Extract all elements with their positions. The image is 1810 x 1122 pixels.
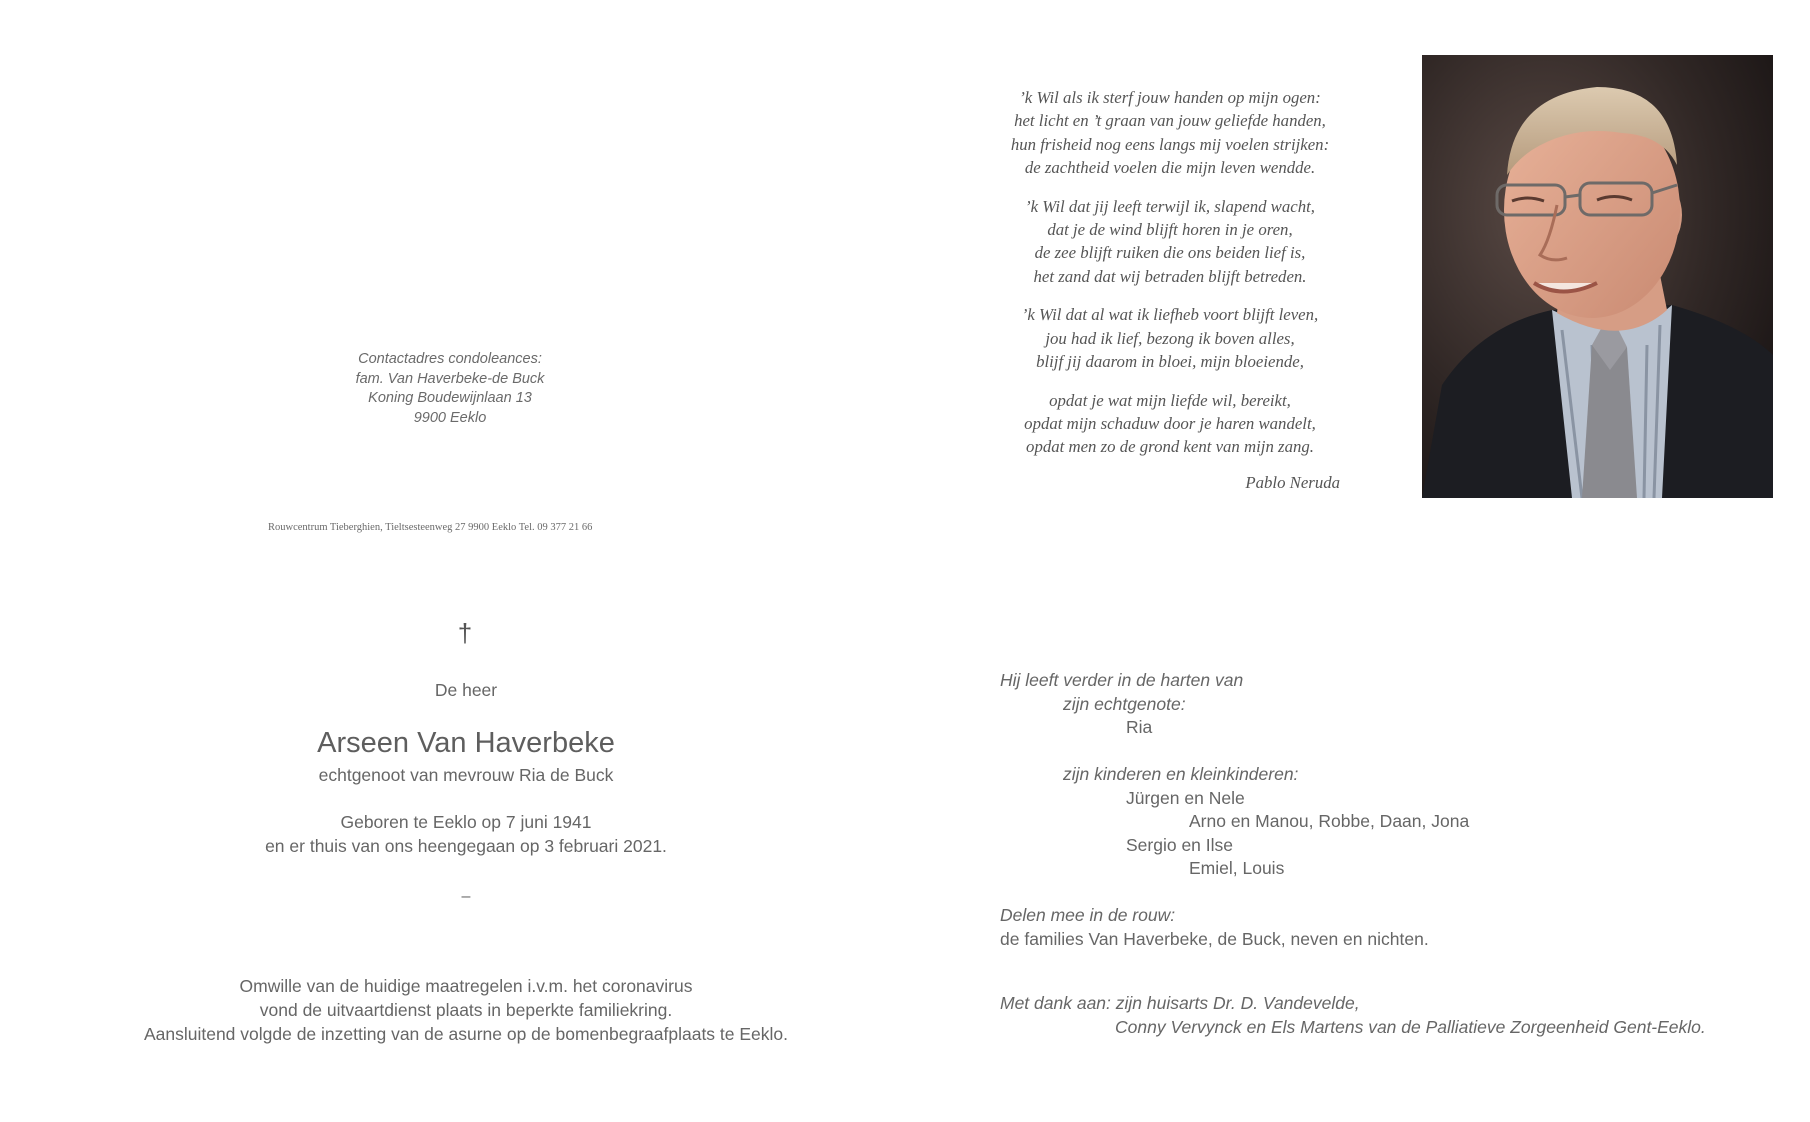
death-line: en er thuis van ons heengegaan op 3 februari 2021.	[265, 836, 667, 856]
salutation: De heer	[434, 680, 498, 700]
poem-author: Pablo Neruda	[1245, 473, 1340, 492]
poem-stanza	[960, 389, 1380, 459]
spouse-name: Ria	[1126, 717, 1153, 737]
children-label: zijn kinderen en kleinkinderen:	[1063, 764, 1299, 784]
birth-death-info	[230, 810, 702, 858]
contact-line: Koning Boudewijnlaan 13	[368, 390, 532, 406]
poem-line: de zachtheid voelen die mijn leven wendde.	[1024, 157, 1316, 177]
contact-line: fam. Van Haverbeke-de Buck	[355, 370, 545, 387]
grandchildren-line: Arno en Manou, Robbe, Daan, Jona	[1189, 811, 1470, 831]
poem-stanza	[960, 195, 1380, 288]
survivors-intro: Hij leeft verder in de harten van	[1000, 670, 1244, 690]
poem-line: hun frisheid nog eens langs mij voelen strijken:	[1010, 134, 1330, 154]
poem-line: opdat je wat mijn liefde wil, bereikt,	[1049, 390, 1291, 410]
deceased-name: Arseen Van Haverbeke	[317, 727, 615, 759]
poem	[960, 86, 1380, 474]
poem-line: ’k Wil als ik sterf jouw handen op mijn ogen:	[1019, 88, 1321, 107]
contact-line: Contactadres condoleances:	[358, 351, 542, 367]
thanks-line: Met dank aan: zijn huisarts Dr. D. Vandevelde,	[1000, 993, 1360, 1013]
portrait-photo	[1422, 55, 1773, 498]
contact-line: 9900 Eeklo	[413, 409, 487, 426]
funeral-home-info: Rouwcentrum Tieberghien, Tieltsesteenweg 27 9900 Eeklo Tel. 09 377 21 66	[268, 522, 593, 533]
poem-line: het zand dat wij betraden blijft betreden.	[1033, 266, 1307, 286]
separator: –	[461, 888, 471, 905]
mourning-text: de families Van Haverbeke, de Buck, neven en nichten.	[1000, 929, 1429, 949]
covid-notice	[126, 974, 806, 1046]
poem-line: ’k Wil dat al wat ik liefheb voort blijft leven,	[1021, 305, 1319, 325]
cross-symbol: †	[457, 618, 473, 648]
poem-line: blijf jij daarom in bloei, mijn bloeiende,	[1036, 351, 1304, 371]
spouse-line: echtgenoot van mevrouw Ria de Buck	[318, 765, 614, 785]
birth-line: Geboren te Eeklo op 7 juni 1941	[340, 812, 592, 832]
poem-line: ’k Wil dat jij leeft terwijl ik, slapend wacht,	[1025, 196, 1315, 216]
child-line: Sergio en Ilse	[1126, 835, 1234, 855]
poem-line: dat je de wind blijft horen in je oren,	[1047, 219, 1293, 239]
poem-line: jou had ik lief, bezong ik boven alles,	[1045, 328, 1295, 348]
covid-line: Aansluitend volgde de inzetting van de asurne op de bomenbegraafplaats te Eeklo.	[143, 1024, 789, 1044]
poem-line: opdat men zo de grond kent van mijn zang.	[1026, 437, 1314, 457]
poem-stanza	[960, 303, 1380, 373]
poem-line: het licht en ’t graan van jouw geliefde handen,	[1014, 111, 1326, 131]
mourning-label: Delen mee in de rouw:	[1000, 905, 1176, 925]
thanks-line: Conny Vervynck en Els Martens van de Palliatieve Zorgeenheid Gent-Eeklo.	[1115, 1017, 1706, 1037]
covid-line: vond de uitvaartdienst plaats in beperkte familiekring.	[259, 1000, 673, 1020]
poem-line: de zee blijft ruiken die ons beiden lief is,	[1034, 243, 1306, 263]
poem-stanza	[960, 86, 1380, 179]
poem-line: opdat mijn schaduw door je haren wandelt,	[1024, 414, 1316, 434]
child-line: Jürgen en Nele	[1126, 788, 1245, 808]
contact-address	[300, 350, 600, 428]
spouse-label: zijn echtgenote:	[1063, 694, 1186, 714]
covid-line: Omwille van de huidige maatregelen i.v.m. het coronavirus	[239, 976, 693, 996]
grandchildren-line: Emiel, Louis	[1189, 858, 1285, 878]
